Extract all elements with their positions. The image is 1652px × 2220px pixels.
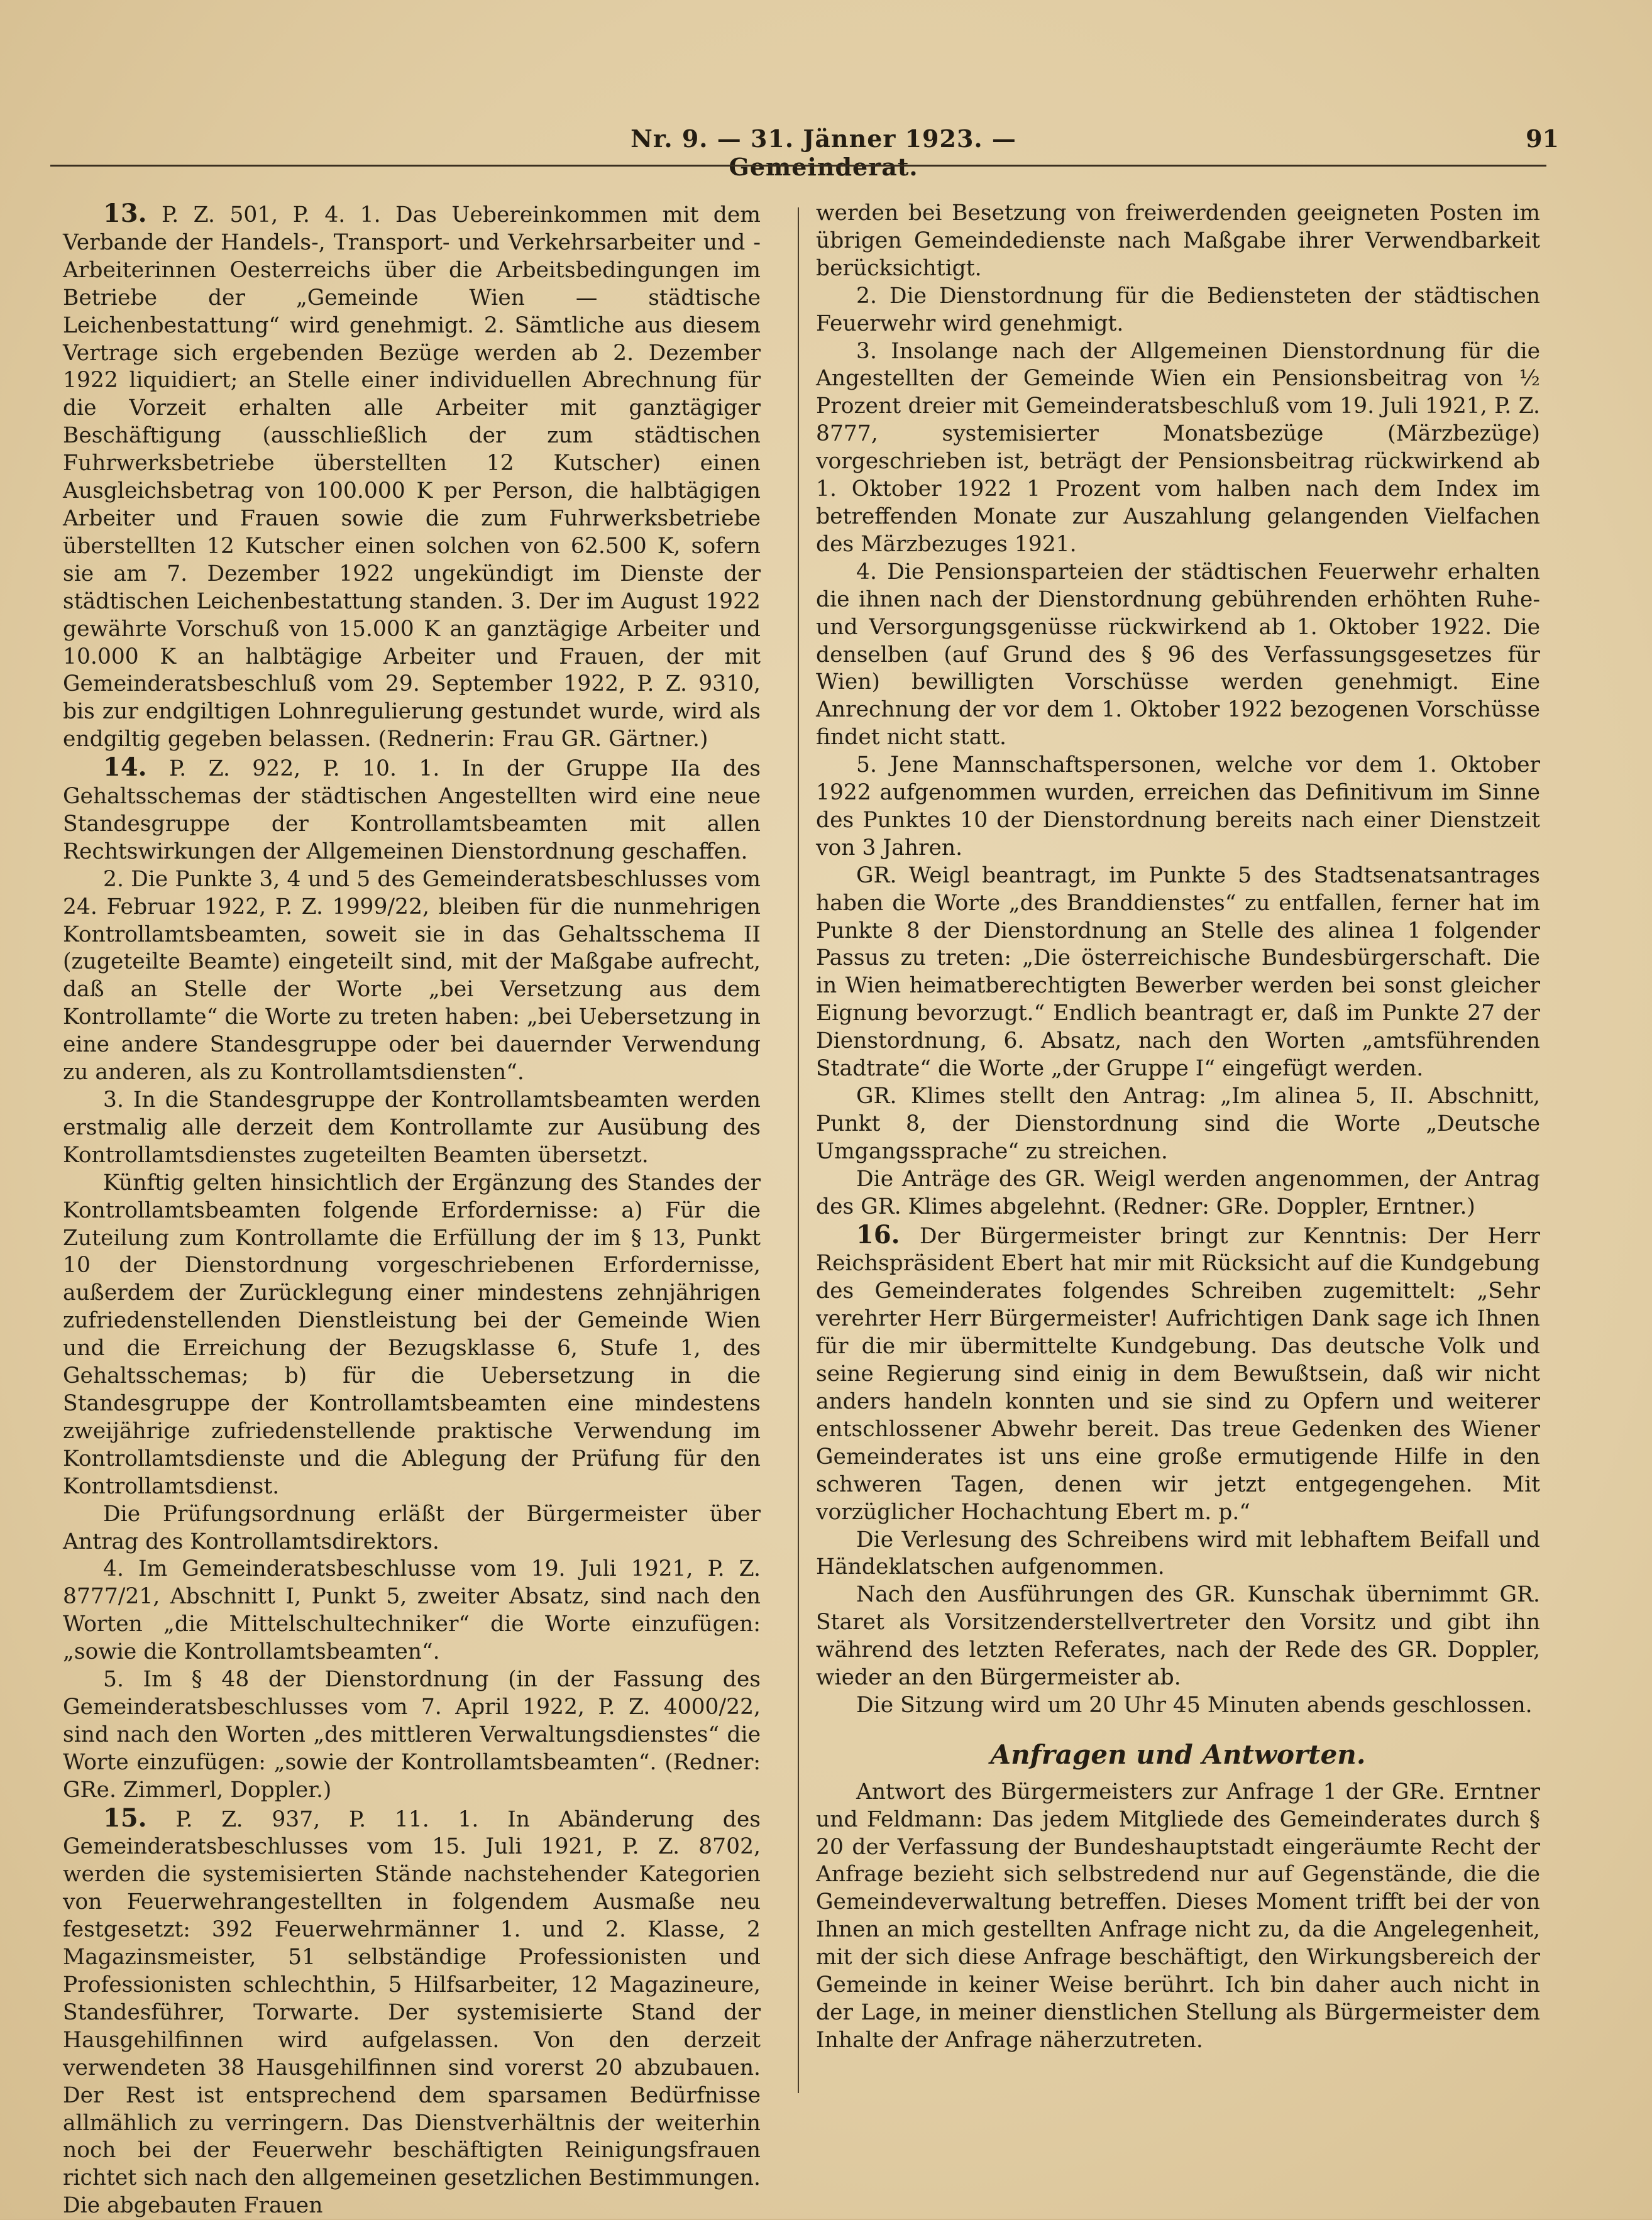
paragraph: Nach den Ausführungen des GR. Kunschak übernimmt GR. Staret als Vorsitzenderstellvertreter den Vorsitz und gibt ihn während des letzten Referates, nach der Rede des GR. Doppler, wieder an den Bürgermeister ab. bbox=[816, 1582, 1540, 1691]
item-number: 15. bbox=[103, 1803, 147, 1833]
right-column bbox=[816, 200, 1540, 2098]
paragraph: 2. Die Dienstordnung für die Bediensteten der städtischen Feuerwehr wird genehmigt. bbox=[816, 283, 1540, 336]
paragraph: Die Sitzung wird um 20 Uhr 45 Minuten abends geschlossen. bbox=[856, 1692, 1533, 1718]
paragraph: 3. In die Standesgruppe der Kontrollamtsbeamten werden erstmalig alle derzeit dem Kontrollamte zur Ausübung des Kontrollamtsdienstes zugeteilten Beamten übersetzt. bbox=[63, 1087, 761, 1168]
left-column bbox=[63, 199, 761, 2219]
item-text: P. Z. 501, P. 4. 1. Das Uebereinkommen mit dem Verbande der Handels-, Transport- und Verkehrsarbeiter und -Arbeiterinnen Oesterreichs über die Arbeitsbedingungen im Betriebe der „Gemeinde Wien — städtische Leichenbestattung“ wird genehmigt. 2. Sämtliche aus diesem Vertrage sich ergebenden Bezüge werden ab 2. Dezember 1922 liquidiert; an Stelle einer individuellen Abrechnung für die Vorzeit erhalten alle Arbeiter mit ganztägiger Beschäftigung (ausschließlich der zum städtischen Fuhrwerksbetriebe überstellten 12 Kutscher) einen Ausgleichsbetrag von 100.000 K per Person, die halbtägigen Arbeiter und Frauen sowie die zum Fuhrwerksbetriebe überstellten 12 Kutscher einen solchen von 62.500 K, sofern sie am 7. Dezember 1922 ungekündigt im Dienste der städtischen Leichenbestattung standen. 3. Der im August 1922 gewährte Vorschuß von 15.000 K an ganztägige Arbeiter und 10.000 K an halbtägige Arbeiter und Frauen, der mit Gemeinderatsbeschluß vom 29. September 1922, P. Z. 9310, bis zur endgiltigen Lohnregulierung gestundet wurde, wird als endgiltig gegeben belassen. (Rednerin: Frau GR. Gärtner.) bbox=[63, 202, 761, 752]
paragraph: Die Anträge des GR. Weigl werden angenommen, der Antrag des GR. Klimes abgelehnt. (Redner: GRe. Doppler, Erntner.) bbox=[816, 1166, 1540, 1219]
paragraph: 4. Die Pensionsparteien der städtischen Feuerwehr erhalten die ihnen nach der Dienstordnung gebührenden erhöhten Ruhe- und Versorgungsgenüsse rückwirkend ab 1. Oktober 1922. Die denselben (auf Grund des § 96 des Verfassungsgesetzes für Wien) bewilligten Vorschüsse werden genehmigt. Eine Anrechnung der vor dem 1. Oktober 1922 bezogenen Vorschüsse findet nicht statt. bbox=[816, 559, 1540, 750]
item-text: P. Z. 937, P. 11. 1. In Abänderung des Gemeinderatsbeschlusses vom 15. Juli 1921, P. Z. 8702, werden die systemisierten Stände nachstehender Kategorien von Feuerwehrangestellten in folgendem Ausmaße neu festgesetzt: 392 Feuerwehrmänner 1. und 2. Klasse, 2 Magazinsmeister, 51 selbständige Professionisten und Professionisten schlechthin, 5 Hilfsarbeiter, 12 Magazineure, Standesführer, Torwarte. Der systemisierte Stand der Hausgehilfinnen wird aufgelassen. Von den derzeit verwendeten 38 Hausgehilfinnen sind vorerst 20 abzubauen. Der Rest ist entsprechend dem sparsamen Bedürfnisse allmählich zu verringern. Das Dienstverhältnis der weiterhin noch bei der Feuerwehr beschäftigten Reinigungsfrauen richtet sich nach den allgemeinen gesetzlichen Bestimmungen. Die abgebauten Frauen bbox=[63, 1806, 761, 2219]
item-16 bbox=[816, 1221, 1540, 1527]
item-number: 16. bbox=[856, 1219, 900, 1250]
paragraph: 5. Im § 48 der Dienstordnung (in der Fassung des Gemeinderatsbeschlusses vom 7. April 1922, P. Z. 4000/22, sind nach den Worten „des mittleren Verwaltungsdienstes“ die Worte einzufügen: „sowie der Kontrollamtsbeamten“. (Redner: GRe. Zimmerl, Doppler.) bbox=[63, 1667, 761, 1803]
paragraph: 4. Im Gemeinderatsbeschlusse vom 19. Juli 1921, P. Z. 8777/21, Abschnitt I, Punkt 5, zweiter Absatz, sind nach den Worten „die Mittelschultechniker“ die Worte einzufügen: „sowie die Kontrollamtsbeamten“. bbox=[63, 1556, 761, 1665]
paragraph: Die Verlesung des Schreibens wird mit lebhaftem Beifall und Händeklatschen aufgenommen. bbox=[816, 1527, 1540, 1580]
page-header bbox=[0, 119, 1652, 181]
paragraph: 5. Jene Mannschaftspersonen, welche vor dem 1. Oktober 1922 aufgenommen wurden, erreichen das Definitivum im Sinne des Punktes 10 der Dienstordnung bereits nach einer Dienstzeit von 3 Jahren. bbox=[816, 752, 1540, 860]
item-number: 14. bbox=[103, 752, 147, 783]
paragraph: Künftig gelten hinsichtlich der Ergänzung des Standes der Kontrollamtsbeamten folgende Erfordernisse: a) Für die Zuteilung zum Kontrollamte die Erfüllung der im § 13, Punkt 10 der Dienstordnung vorgeschriebenen Erfordernisse, außerdem der Zurücklegung einer mindestens zehnjährigen zufriedenstellenden Dienstleistung bei der Gemeinde Wien und die Erreichung der Bezugsklasse 6, Stufe 1, des Gehaltsschemas; b) für die Uebersetzung in die Standesgruppe der Kontrollamtsbeamten eine mindestens zweijährige zufriedenstellende praktische Verwendung im Kontrollamtsdienste und die Ablegung der Prüfung für den Kontrollamtsdienst. bbox=[63, 1170, 761, 1499]
paragraph: werden bei Besetzung von freiwerdenden geeigneten Posten im übrigen Gemeindedienste nach Maßgabe ihrer Verwendbarkeit berücksichtigt. bbox=[816, 201, 1540, 281]
paragraph: 2. Die Punkte 3, 4 und 5 des Gemeinderatsbeschlusses vom 24. Februar 1922, P. Z. 1999/22, bleiben für die nunmehrigen Kontrollamtsbeamten, soweit sie in das Gehaltsschema II (zugeteilte Beamte) eingeteilt sind, mit der Maßgabe aufrecht, daß an Stelle der Worte „bei Versetzung aus dem Kontrollamte“ die Worte zu treten haben: „bei Uebersetzung in eine andere Standesgruppe oder bei dauernder Verwendung zu anderen, als zu Kontrollamtsdiensten“. bbox=[63, 866, 761, 1085]
item-14 bbox=[63, 754, 761, 866]
item-13 bbox=[63, 200, 761, 754]
paragraph: 3. Insolange nach der Allgemeinen Dienstordnung für die Angestellten der Gemeinde Wien ein Pensionsbeitrag von ½ Prozent dreier mit Gemeinderatsbeschluß vom 19. Juli 1921, P. Z. 8777, systemisierter Monatsbezüge (Märzbezüge) vorgeschrieben ist, beträgt der Pensionsbeitrag rückwirkend ab 1. Oktober 1922 1 Prozent vom halben nach dem Index im betreffenden Monate zur Auszahlung gelangenden Vielfachen des Märzbezuges 1921. bbox=[816, 338, 1540, 557]
paragraph: GR. Klimes stellt den Antrag: „Im alinea 5, II. Abschnitt, Punkt 8, der Dienstordnung sind die Worte „Deutsche Umgangssprache“ zu streichen. bbox=[816, 1084, 1540, 1164]
item-text: Der Bürgermeister bringt zur Kenntnis: Der Herr Reichspräsident Ebert hat mir mit Rücksicht auf die Kundgebung des Gemeinderates folgendes Schreiben zugemittelt: „Sehr verehrter Herr Bürgermeister! Aufrichtigen Dank sage ich Ihnen für die mir übermittelte Kundgebung. Das deutsche Volk und seine Regierung sind einig in dem Bewußtsein, daß wir nicht anders handeln konnten und sie sind zu Opfern und weiterer entschlossener Abwehr bereit. Das treue Gedenken des Wiener Gemeinderates ist uns eine große ermutigende Hilfe in den schweren Tagen, denen wir jetzt entgegengehen. Mit vorzüglicher Hochachtung Ebert m. p.“ bbox=[816, 1223, 1540, 1525]
paragraph: Die Prüfungsordnung erläßt der Bürgermeister über Antrag des Kontrollamtsdirektors. bbox=[63, 1501, 761, 1554]
item-number: 13. bbox=[103, 199, 147, 228]
page-number: 91 bbox=[1526, 124, 1559, 153]
item-15 bbox=[63, 1805, 761, 2220]
section-heading: Anfragen und Antworten. bbox=[990, 1739, 1366, 1770]
running-head: Nr. 9. — 31. Jänner 1923. — Gemeinderat. bbox=[631, 124, 1016, 181]
item-text: P. Z. 922, P. 10. 1. In der Gruppe IIa des Gehaltsschemas der städtischen Angestellten wird eine neue Standesgruppe der Kontrollamtsbeamten mit allen Rechtswirkungen der Allgemeinen Dienstordnung geschaffen. bbox=[63, 756, 761, 864]
paragraph: GR. Weigl beantragt, im Punkte 5 des Stadtsenatsantrages haben die Worte „des Branddienstes“ zu entfallen, ferner hat im Punkte 8 der Dienstordnung an Stelle des alinea 1 folgender Passus zu treten: „Die österreichische Bundesbürgerschaft. Die in Wien heimatberechtigten Bewerber werden bei sonst gleicher Eignung bevorzugt.“ Endlich beantragt er, daß im Punkte 27 der Dienstordnung, 6. Absatz, nach den Worten „amtsführenden Stadtrate“ die Worte „der Gruppe I“ eingefügt werden. bbox=[816, 862, 1540, 1082]
column-rule bbox=[798, 207, 799, 2093]
header-rule bbox=[50, 165, 1546, 167]
paragraph: Antwort des Bürgermeisters zur Anfrage 1 der GRe. Erntner und Feldmann: Das jedem Mitgliede des Gemeinderates durch § 20 der Verfassung der Bundeshauptstadt eingeräumte Recht der Anfrage bezieht sich selbstredend nur auf Gegenstände, die die Gemeindeverwaltung betreffen. Dieses Moment trifft bei der von Ihnen an mich gestellten Anfrage nicht zu, da die Angelegenheit, mit der sich diese Anfrage beschäftigt, den Wirkungsbereich der Gemeinde in keiner Weise berührt. Ich bin daher auch nicht in der Lage, in meiner dienstlichen Stellung als Bürgermeister dem Inhalte der Anfrage näherzutreten. bbox=[816, 1779, 1540, 2053]
